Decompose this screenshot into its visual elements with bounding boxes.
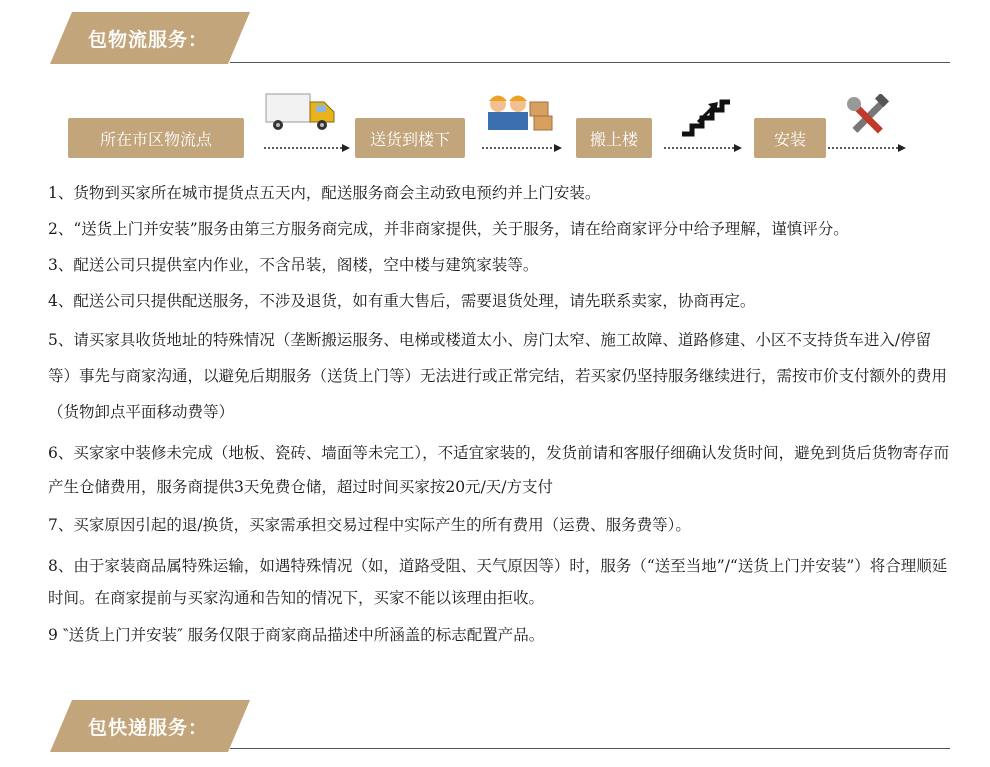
- service-flow: [68, 90, 908, 160]
- note-item: 7、买家原因引起的退/换货，买家需承担交易过程中实际产生的所有费用（运费、服务费等）。: [48, 516, 691, 534]
- note-item: 2、“送货上门并安装”服务由第三方服务商完成，并非商家提供，关于服务，请在给商家评分中给予理解，谨慎评分。: [48, 220, 849, 238]
- dotted-arrow: [828, 144, 906, 152]
- note-item: 4、配送公司只提供配送服务，不涉及退货，如有重大售后，需要退货处理，请先联系卖家，协商再定。: [48, 292, 756, 310]
- note-item: 6、买家家中装修未完成（地板、瓷砖、墙面等未完工），不适宜家装的，发货前请和客服仔细确认发货时间，避免到货后货物寄存而产生仓储费用，服务商提供3天免费仓储，超过时间买家按20元/天/方支付: [48, 444, 950, 496]
- flow-step-label: 所在市区物流点: [99, 129, 212, 149]
- flow-step-label: 送货到楼下: [369, 129, 450, 149]
- section-title: 包物流服务：: [88, 29, 209, 51]
- note-item: 9 ‶送货上门并安装″ 服务仅限于商家商品描述中所涵盖的标志配置产品。: [48, 626, 545, 644]
- stairs-icon: [680, 94, 732, 138]
- flow-step-carry-upstairs: [576, 118, 652, 158]
- dotted-arrow: [264, 144, 350, 152]
- truck-icon: [264, 92, 340, 134]
- section-tab: [50, 700, 250, 752]
- section-header-logistics: [50, 12, 950, 64]
- dotted-arrow: [482, 144, 562, 152]
- section-tab: [50, 12, 250, 64]
- note-item: 5、请买家具收货地址的特殊情况（垄断搬运服务、电梯或楼道太小、房门太窄、施工故障、道路修建、小区不支持货车进入/停留等）事先与商家沟通，以避免后期服务（送货上门等）无法进行或正常完结，若买家仍坚持服务继续进行，需按市价支付额外的费用（货物卸点平面移动费等）: [48, 331, 948, 421]
- section-header-express: [50, 700, 950, 752]
- flow-step-deliver-downstairs: [355, 118, 465, 158]
- note-item: 3、配送公司只提供室内作业，不含吊装，阁楼，空中楼与建筑家装等。: [48, 256, 539, 274]
- workers-icon: [484, 90, 554, 134]
- tools-icon: [844, 94, 892, 138]
- section-rule: [230, 62, 950, 63]
- flow-step-label: 搬上楼: [589, 129, 638, 149]
- note-item: 8、由于家装商品属特殊运输，如遇特殊情况（如，道路受阻、天气原因等）时，服务（“送至当地”/“送货上门并安装”）将合理顺延时间。在商家提前与买家沟通和告知的情况下，买家不能以该理由拒收。: [48, 557, 948, 607]
- flow-step-install: [754, 118, 826, 158]
- dotted-arrow: [664, 144, 742, 152]
- service-notes: [48, 178, 953, 656]
- flow-step-label: 安装: [773, 129, 806, 149]
- flow-step-logistics-point: [68, 118, 244, 158]
- section-title: 包快递服务：: [88, 717, 209, 739]
- note-item: 1、货物到买家所在城市提货点五天内，配送服务商会主动致电预约并上门安装。: [48, 184, 601, 202]
- section-rule: [230, 748, 950, 749]
